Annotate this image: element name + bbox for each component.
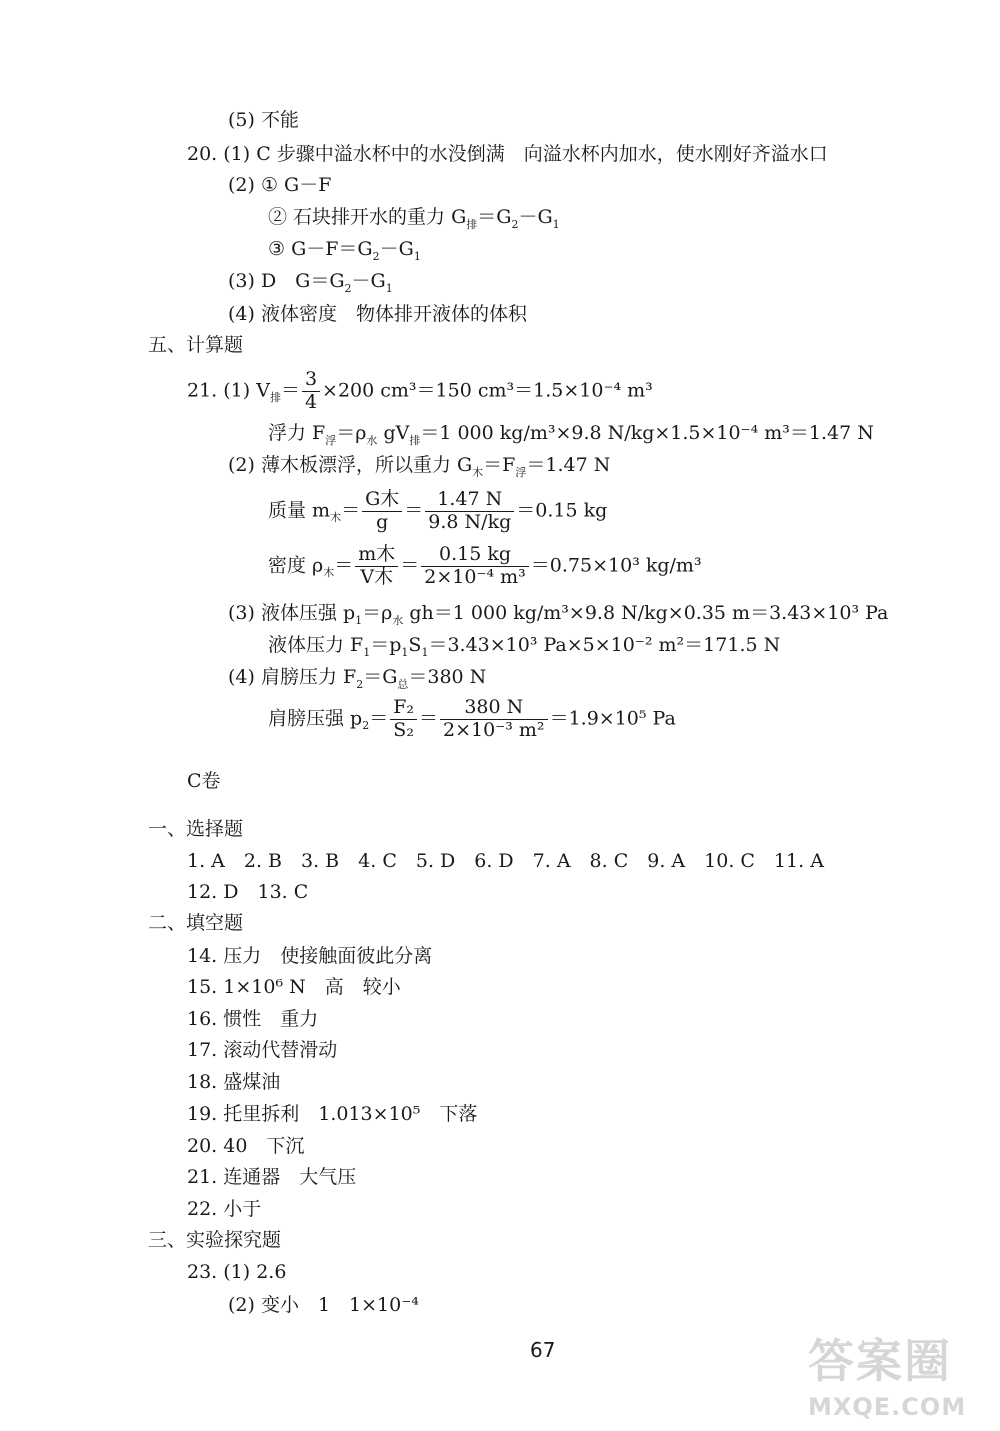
fraction: $\frac{\text{m木}}{\text{V木}}$	[355, 545, 398, 588]
line-20-2-c: ③ $G-F=G_2-G_1$	[268, 238, 421, 263]
section-heading-1: 一、选择题	[148, 818, 244, 840]
section-heading-5: 五、计算题	[148, 334, 244, 356]
fill-20: 20. 40 下沉	[187, 1135, 305, 1157]
line-20-3: (3) D $G=G_2-G_1$	[228, 270, 393, 295]
fill-19: 19. 托里拆利 1.013×10⁵ 下落	[187, 1103, 478, 1125]
fill-22: 22. 小于	[187, 1198, 262, 1220]
fraction: $\frac{0.15 kg}{\text{2×10⁻⁴ m³}}$	[421, 545, 529, 588]
calc-21-buoyancy: 浮力 $F_浮=\rho_水$ $gV_排=1$ 000 kg/m³×9.8 N/kg×1.5×10⁻⁴ m³＝1.47 N	[268, 422, 874, 447]
calc-21-3: (3) 液体压强 $p_1=\rho_水$ gh＝1 000 kg/m³×9.8 N/kg×0.35 m＝3.43×10³ Pa	[228, 602, 889, 627]
fraction: $\frac{\text{G木}}{g}$	[362, 490, 402, 533]
watermark-site: MXQE.COM	[808, 1393, 967, 1421]
line-20-2: (2) ① G－F	[228, 174, 332, 196]
calc-21-pressure-force: 液体压力 $F_1=p_1S_1=3.43\times 10^3$ Pa×5×10⁻² m²＝171.5 N	[268, 634, 781, 659]
calc-21-mass: 质量 $m_木=$ $\frac{\text{G木}}{g}$ ＝ $\frac{1.47 N}{9.8 N/kg}$ ＝0.15 kg	[268, 488, 608, 533]
fraction: $\frac{1.47 N}{9.8 N/kg}$	[425, 490, 514, 533]
fraction: $\frac{380 N}{\text{2×10⁻³ m²}}$	[440, 698, 548, 741]
line-20-4: (4) 液体密度 物体排开液体的体积	[228, 303, 527, 325]
fill-18: 18. 盛煤油	[187, 1071, 281, 1093]
mc-answers-1: 1. A 2. B 3. B 4. C 5. D 6. D 7. A 8. C 9. A 10. C 11. A	[187, 850, 824, 872]
page-number: 67	[530, 1338, 556, 1362]
volume-c-heading: C卷	[187, 770, 221, 792]
fill-17: 17. 滚动代替滑动	[187, 1039, 338, 1061]
line-20-1: 20. (1) C 步骤中溢水杯中的水没倒满 向溢水杯内加水，使水刚好齐溢水口	[187, 143, 828, 165]
calc-21-density: 密度 $\rho_木=$ $\frac{\text{m木}}{\text{V木}}$ ＝ $\frac{0.15 kg}{\text{2×10⁻⁴ m³}}$ ＝0.75×10³ kg/m³	[268, 543, 702, 588]
line-20-2-b: ② 石块排开水的重力 $G_排=G_2-G_1$	[268, 206, 560, 231]
calc-21-1: 21. (1) $V_排=$ $\frac{3}{4}$ ×200 cm³＝150 cm³＝1.5×10⁻⁴ m³	[187, 368, 653, 413]
fill-14: 14. 压力 使接触面彼此分离	[187, 945, 433, 967]
watermark-logo: 答案圈	[808, 1334, 952, 1388]
calc-21-shoulder-pressure: 肩膀压强 $p_2=$ $\frac{\text{F₂}}{\text{S₂}}$ ＝ $\frac{380 N}{\text{2×10⁻³ m²}}$ ＝1.9×10⁵ Pa	[268, 696, 676, 741]
fraction: $\frac{\text{F₂}}{\text{S₂}}$	[390, 698, 417, 741]
section-heading-3: 三、实验探究题	[148, 1229, 282, 1251]
fraction: $\frac{3}{4}$	[302, 370, 320, 413]
section-heading-2: 二、填空题	[148, 912, 244, 934]
fill-16: 16. 惯性 重力	[187, 1008, 319, 1030]
experiment-23-1: 23. (1) 2.6	[187, 1261, 287, 1283]
calc-21-2: (2) 薄木板漂浮，所以重力 $G_木=F_浮=1.47$ N	[228, 454, 611, 479]
calc-21-4: (4) 肩膀压力 $F_2=G_总=380$ N	[228, 666, 487, 691]
fill-21: 21. 连通器 大气压	[187, 1166, 357, 1188]
fill-15: 15. 1×10⁶ N 高 较小	[187, 976, 401, 998]
line-19-5: (5) 不能	[228, 109, 299, 131]
experiment-23-2: (2) 变小 1 1×10⁻⁴	[228, 1294, 419, 1316]
mc-answers-2: 12. D 13. C	[187, 881, 309, 903]
watermark	[808, 1325, 993, 1425]
